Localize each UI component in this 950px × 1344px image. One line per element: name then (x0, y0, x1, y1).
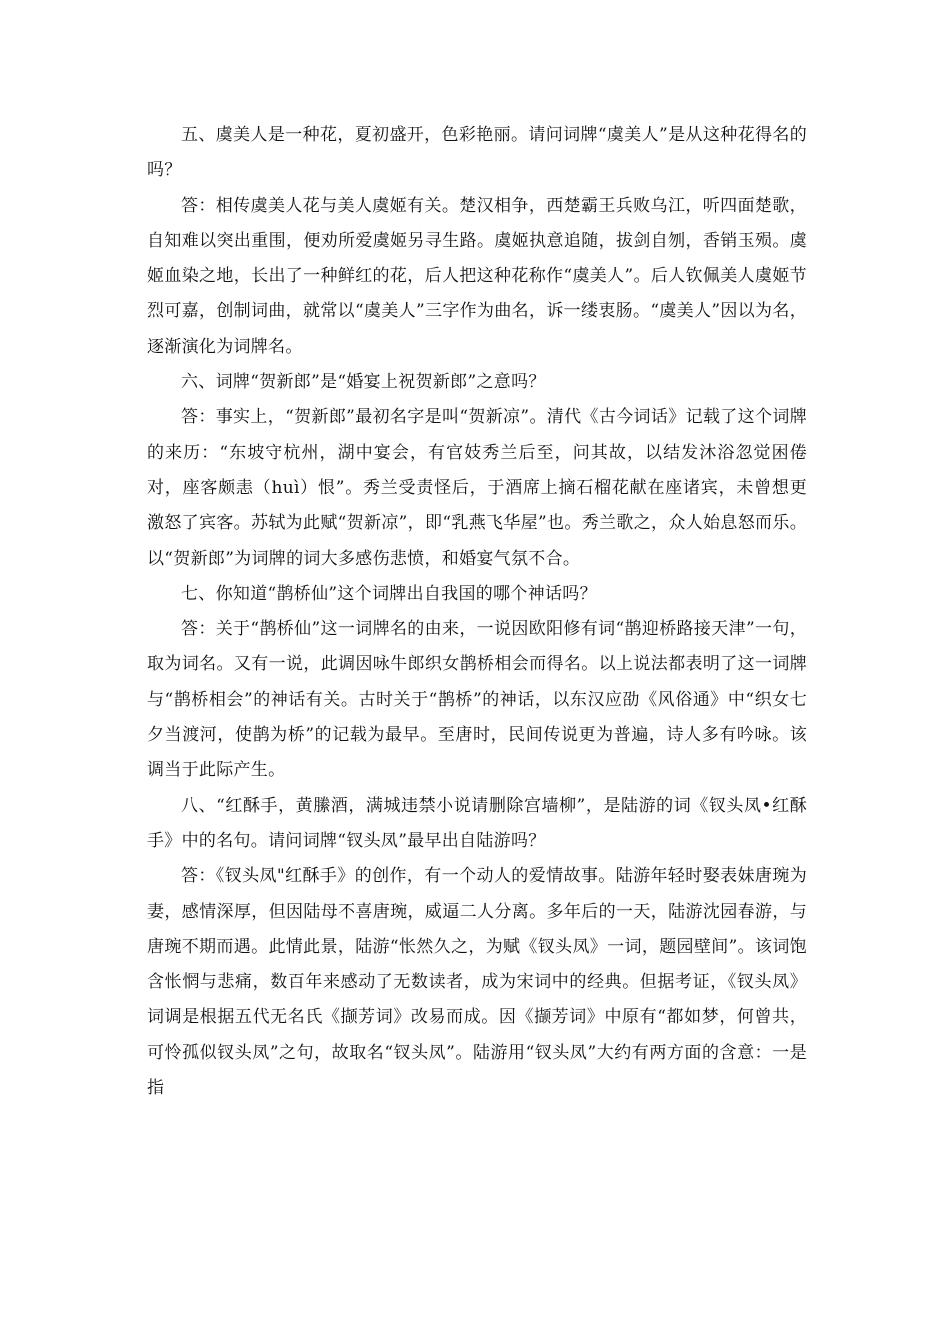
question-7: 七、你知道“鹊桥仙”这个词牌出自我国的哪个神话吗？ (181, 583, 597, 604)
answer-6: 答：事实上，“贺新郎”最初名字是叫“贺新凉”。清代《古今词话》记载了这个词牌的来历：“东坡守杭州，湖中宴会，有官妓秀兰后至，问其故，以结发沐浴忽觉困倦对，座客颇恚（huì）恨”。秀兰受责怪后，于酒席上摘石榴花献在座诸宾，未曾想更激怒了宾客。苏轼为此赋“贺新凉”，即“乳燕飞华屋”也。秀兰歌之，众人始息怒而乐。以“贺新郎”为词牌的词大多感伤悲愤，和婚宴气氛不合。 (147, 407, 807, 569)
answer-8: 答：《钗头凤"红酥手》的创作，有一个动人的爱情故事。陆游年轻时娶表妹唐琬为妻，感情深厚，但因陆母不喜唐琬，威逼二人分离。多年后的一天，陆游沈园春游，与唐琬不期而遇。此情此景，陆游“怅然久之，为赋《钗头凤》一词，题园壁间”。该词饱含怅惘与悲痛，数百年来感动了无数读者，成为宋词中的经典。但据考证，《钗头凤》词调是根据五代无名氏《撷芳词》改易而成。因《撷芳词》中原有“都如梦，何曾共，可怜孤似钗头凤”之句，故取名“钗头凤”。陆游用“钗头凤”大约有两方面的含意：一是指 (147, 866, 807, 1099)
document-body (147, 118, 807, 1106)
question-6: 六、词牌“贺新郎”是“婚宴上祝贺新郎”之意吗？ (181, 372, 546, 393)
question-8: 八、“红酥手，黄縢酒，满城违禁小说请删除宫墙柳”，是陆游的词《钗头凤•红酥手》中的名句。请问词牌“钗头凤”最早出自陆游吗？ (147, 795, 807, 851)
answer-7: 答：关于“鹊桥仙”这一词牌名的由来，一说因欧阳修有词“鹊迎桥路接天津”一句，取为词名。又有一说，此调因咏牛郎织女鹊桥相会而得名。以上说法都表明了这一词牌与“鹊桥相会”的神话有关。古时关于“鹊桥”的神话，以东汉应劭《风俗通》中“织女七夕当渡河，使鹊为桥”的记载为最早。至唐时，民间传说更为普遍，诗人多有吟咏。该调当于此际产生。 (147, 619, 807, 781)
question-5: 五、虞美人是一种花，夏初盛开，色彩艳丽。请问词牌“虞美人”是从这种花得名的吗？ (147, 125, 807, 181)
answer-5: 答：相传虞美人花与美人虞姬有关。楚汉相争，西楚霸王兵败乌江，听四面楚歌，自知难以突出重围，便劝所爱虞姬另寻生路。虞姬执意追随，拔剑自刎，香销玉殒。虞姬血染之地，长出了一种鲜红的花，后人把这种花称作“虞美人”。后人钦佩美人虞姬节烈可嘉，创制词曲，就常以“虞美人”三字作为曲名，诉一缕衷肠。“虞美人”因以为名，逐渐演化为词牌名。 (147, 195, 807, 357)
